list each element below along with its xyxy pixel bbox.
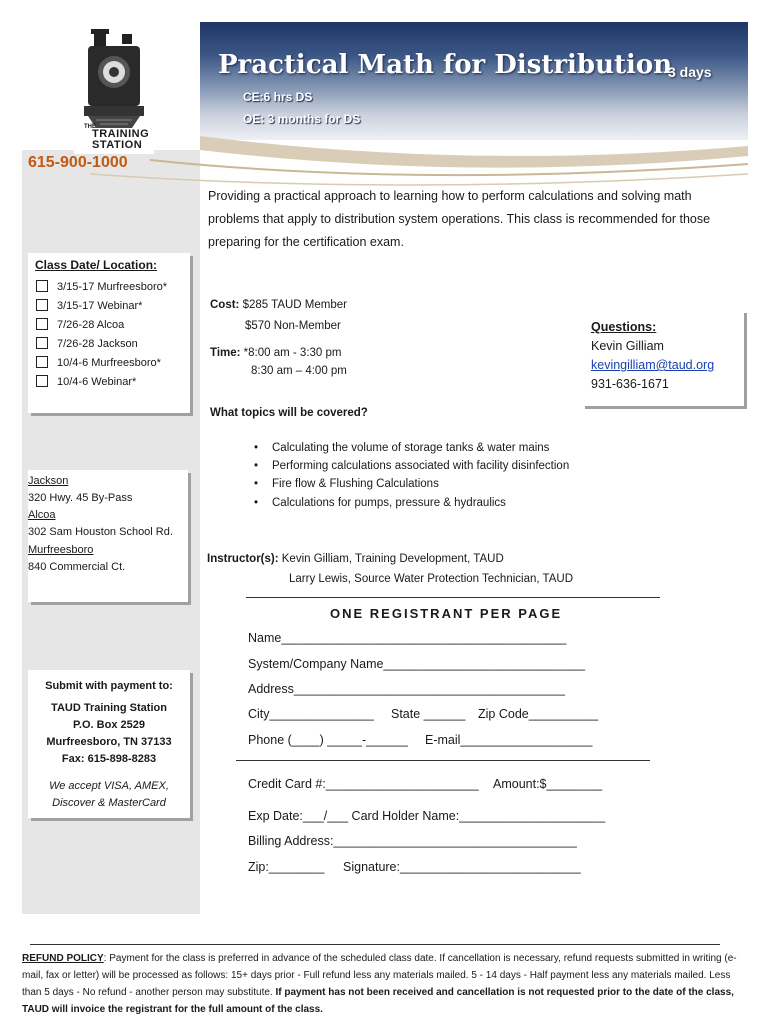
checkbox[interactable] [36,299,48,311]
refund-invoice-notice: If payment has not been received and cancellation is not requested prior to the date of the class, TAUD will invoice the registrant for the full amount of the class. [22,987,734,1015]
class-option[interactable]: 3/15-17 Murfreesboro* [36,280,167,293]
location-jackson: Jackson [28,475,69,487]
topic-item: • Calculations for pumps, pressure & hydraulics [254,497,506,509]
email-field[interactable]: E-mail___________________ [425,733,593,747]
location-alcoa: Alcoa [28,509,56,521]
logo-text-training: TRAINING [92,128,150,140]
phone-field[interactable]: Phone (____) _____-______ [248,733,408,747]
course-duration: 3 days [668,64,712,80]
location-murfreesboro: Murfreesboro [28,544,94,556]
topic-item: • Performing calculations associated with facility disinfection [254,460,570,472]
course-description: Providing a practical approach to learning how to perform calculations and solving math problems that apply to distribution system operations. This class is recommended for those preparing for the certification exam. [208,189,711,249]
refund-text: : Payment for the class is preferred in advance of the scheduled class date. If cancellation is necessary, refund requests submitted in writing (e-mail, fax or letter) will be processed as follows: 15+ days prior - Full refund less any materials mailed. 5 - 14 days - Half payment less any materials mailed. Less than 5 days - No refund - another person may substitute. [22,953,737,998]
cost-nonmember: $570 Non-Member [245,320,341,332]
questions-box [582,310,744,406]
topics-heading: What topics will be covered? [210,407,368,419]
class-option[interactable]: 10/4-6 Murfreesboro* [36,356,161,369]
time-line2: 8:30 am – 4:00 pm [251,365,347,377]
refund-title: REFUND POLICY [22,953,104,964]
time-row [210,347,341,359]
ce-credits: CE:6 hrs DS [243,90,313,104]
payment-fax: Fax: 615-898-8283 [61,753,157,765]
checkbox[interactable] [36,280,48,292]
checkbox[interactable] [36,337,48,349]
class-date-box [28,253,190,413]
phone-number: 615-900-1000 [28,154,128,171]
locations-box [28,470,188,602]
oe-credits: OE: 3 months for DS [243,112,361,126]
payment-box [28,670,190,818]
accepted-cards-line1: We accept VISA, AMEX, [49,780,169,792]
checkbox[interactable] [36,356,48,368]
payment-org: TAUD Training Station [51,702,167,714]
checkbox[interactable] [36,318,48,330]
zip-field[interactable]: Zip:________ [248,860,325,874]
location-jackson-address: 320 Hwy. 45 By-Pass [28,492,133,504]
class-option[interactable]: 7/26-28 Alcoa [36,318,124,331]
questions-heading: Questions: [591,320,657,334]
instructors-row [207,553,504,565]
class-option[interactable]: 7/26-28 Jackson [36,337,138,350]
page-title: Practical Math for Distribution [218,50,673,80]
contact-name: Kevin Gilliam [591,339,664,353]
signature-field[interactable]: Signature:__________________________ [343,860,581,874]
instructor-1: Kevin Gilliam, Training Development, TAUD [281,553,504,565]
exp-date-cardholder-field[interactable]: Exp Date:___/___ Card Holder Name:_____________________ [248,809,606,823]
class-option[interactable]: 3/15-17 Webinar* [36,299,142,312]
cost-row [210,299,347,311]
state-field[interactable]: State ______ [391,707,466,721]
training-station-logo [74,24,154,154]
city-field[interactable]: City_______________ [248,707,374,721]
name-field[interactable]: Name_________________________________________ [248,631,567,645]
topic-item: • Fire flow & Flushing Calculations [254,478,439,490]
payment-pobox: P.O. Box 2529 [73,719,145,731]
address-field[interactable]: Address_______________________________________ [248,682,565,696]
instructor-2: Larry Lewis, Source Water Protection Technician, TAUD [289,573,573,585]
company-field[interactable]: System/Company Name_____________________________ [248,657,586,671]
cost-label: Cost: [210,299,240,311]
checkbox[interactable] [36,375,48,387]
divider [246,597,660,598]
billing-address-field[interactable]: Billing Address:___________________________________ [248,834,577,848]
time-label: Time: [210,347,241,359]
zip-code-field[interactable]: Zip Code__________ [478,707,599,721]
divider [236,760,650,761]
time-line1: *8:00 am - 3:30 pm [243,347,342,359]
credit-card-field[interactable]: Credit Card #:______________________ [248,777,479,791]
amount-field[interactable]: Amount:$________ [493,777,603,791]
refund-policy [22,950,742,1018]
logo-text-the: THE [84,124,96,130]
registrant-heading: ONE REGISTRANT PER PAGE [330,606,563,621]
logo-text-station: STATION [92,139,143,151]
divider [30,944,720,945]
class-date-heading: Class Date/ Location: [35,258,158,272]
accepted-cards-line2: Discover & MasterCard [52,797,166,809]
topic-item: • Calculating the volume of storage tanks & water mains [254,442,550,454]
location-alcoa-address: 302 Sam Houston School Rd. [28,526,173,538]
contact-phone: 931-636-1671 [591,377,669,391]
location-murfreesboro-address: 840 Commercial Ct. [28,561,126,573]
class-option[interactable]: 10/4-6 Webinar* [36,375,136,388]
cost-member: $285 TAUD Member [242,299,347,311]
payment-heading: Submit with payment to: [45,680,173,692]
instructors-label: Instructor(s): [207,553,279,565]
contact-email-link[interactable]: kevingilliam@taud.org [591,358,715,372]
payment-city: Murfreesboro, TN 37133 [46,736,172,748]
